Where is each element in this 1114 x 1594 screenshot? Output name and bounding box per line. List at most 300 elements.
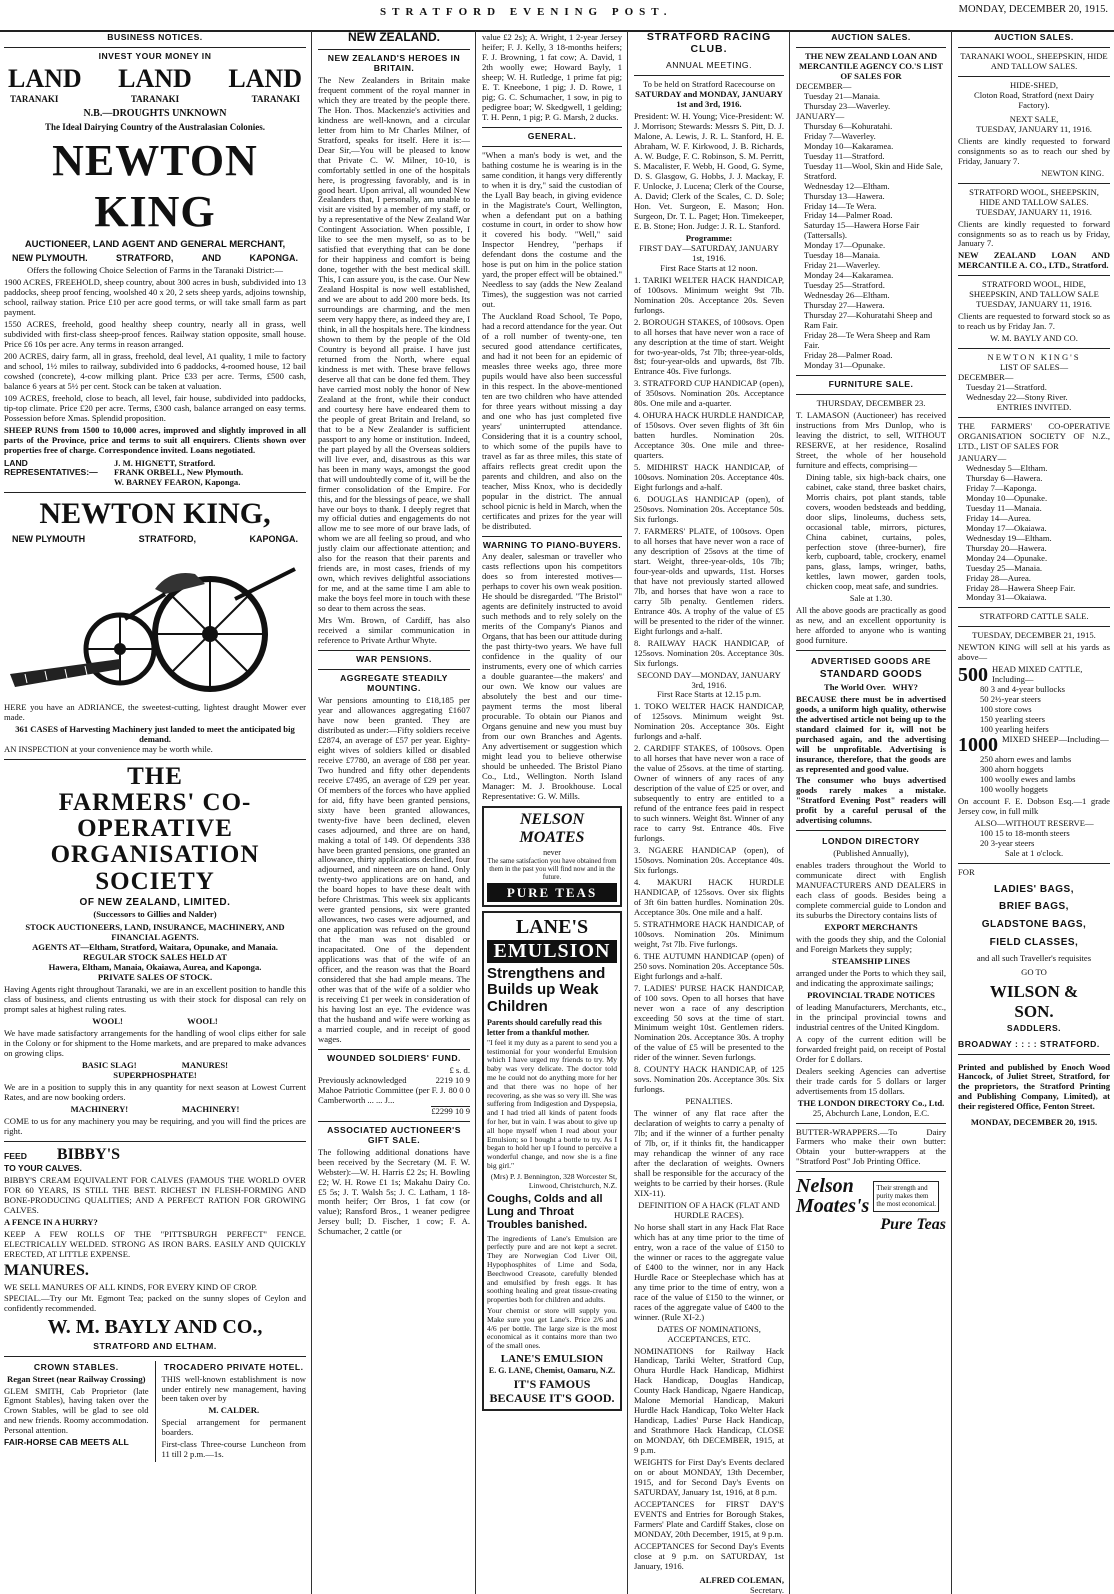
all-goods: All the above goods are practically as good as new, and an excellent opportunity is here afforded to anyone who is wanting good furniture. [796,605,946,646]
farmers-list-heading: THE FARMERS' CO-OPERATIVE ORGANISATION SOCIETY OF N.Z., LTD., LIST OF SALES FOR [958,421,1110,451]
fence-heading: A FENCE IN A HURRY? [4,1217,98,1228]
warning-text: Any dealer, salesman or traveller who casts reflections upon his competitors does so from interested motives—perhaps to cover his own weak position. He should be disregarded. "The Bristol" agents are definitely instructed to avoid such methods and to rely solely on the merits of the Company's Pianos and Organs, that has been our attitude during the past thirty-two years. We have full confidence in the quality of our instruments, every one of which carries a double guarantee—the makers' and our own. We know our values are absolutely the best and our time-payment terms the most liberal procurable. To obtain our Pianos and Organs genuine and new you must buy from our own Branches and Agents. Any advertisement or suggestion which might lead you to believe otherwise should be unheeded. The Bristol Piano Co., Ltd., Wellington. North Island Manager: M. J. Brookhouse. Local Representative: G. W. Mills. [482,551,622,801]
abchurch: 25, Abchurch Lane, London, E.C. [812,1107,930,1118]
fund-value: 2219 10 9 [435,1074,470,1085]
nz-loan-2: NEW ZEALAND LOAN AND MERCANTILE A. CO., LTD., Stratford. [958,250,1110,271]
definition-text: No horse shall start in any Hack Flat Race which has at any time prior to the time of entry, won a race of the value of £150 to the winner or races to the aggregate value of £400 to the winner, nor in any Hack Hurdle Race or Steeplechase which has at any time prior to the time of entry, won a race of the value of £150 to the winner, or races of the aggregate value of £400 to the winner. (Rule XI-2.) [634,1221,784,1322]
nelson-moates-ad [482,806,622,908]
divider [958,275,1110,276]
section-header: AUCTION SALES. [831,32,911,42]
saddlers: SADDLERS. [1006,1022,1062,1033]
having-agents: Having Agents right throughout Taranaki, we are in an excellent position to handle this class of business, and clients entrusting us with their stock for disposal can rely on prompt sales at highest ruling rates. [4,984,306,1015]
next-sale: NEXT SALE, [1009,113,1059,124]
rep: J. M. HIGNETT, Stratford. [114,457,216,468]
column-rule [311,31,312,1594]
sale-date: Friday 14—Te Wera. [804,200,877,211]
warning-heading: WARNING TO PIANO-BUYERS. [482,539,622,550]
divider [958,626,1110,627]
go-to: GO TO [1021,967,1047,978]
newspaper-title: STRATFORD EVENING POST. [380,6,673,18]
mixed-sheep: MIXED SHEEP—Including— [1002,734,1109,745]
divider [318,650,470,651]
farmers-jan-list [958,464,1110,604]
cattle-row [958,665,1110,685]
dates-heading: DATES OF NOMINATIONS, ACCEPTANCES, ETC. [657,1323,761,1344]
divider [318,1049,470,1050]
and-all: and all such Traveller's requisites [976,953,1092,964]
race: 1. TARIKI WELTER HACK HANDICAP, of 100sovs. Minimum weight 9st 7lb. Nomination 20s. Acceptance 20s. Seven furlongs. [634,274,784,315]
divider [482,536,622,537]
second-day: SECOND DAY—MONDAY, JANUARY 3rd, 1916. [637,669,781,690]
sheep-count: 1000 [958,734,998,757]
chemist: Your chemist or store will supply you. Make sure you get Lane's. Price 2/6 and 4/6 per bottle. The large size is the most economical as it contains more than two of the small ones. [487,1306,617,1351]
account-line: On account F. E. Dobson Esq.—1 grade Jersey cow, in full milk [958,796,1110,816]
sale-date: Friday 28—Hawera Sheep Fair. [966,582,1076,593]
reps-label: LAND REPRESENTATIVES:— [4,457,98,478]
bottom-ads [4,1361,306,1463]
sale-date: Wednesday 22—Stony River. [966,392,1068,403]
bayly-title: W. M. BAYLY AND CO., [47,1316,263,1339]
nz-loan-heading: THE NEW ZEALAND LOAN AND MERCANTILE AGENCY CO.'S LIST OF SALES FOR [799,50,943,81]
places-line [4,253,306,263]
cases-text: 361 CASES of Harvesting Machinery just landed to meet the anticipated big demand. [15,723,295,744]
race: 5. MIDHIRST HACK HANDICAP, of 100sovs. Nomination 20s. Acceptance 40s. Eight furlongs and a-half. [634,462,784,493]
divider [318,49,470,50]
also-line: ALSO—WITHOUT RESERVE— [974,817,1094,828]
london-heading: LONDON DIRECTORY [822,836,920,847]
race: 8. COUNTY HACK HANDICAP, of 125 sovs. Nomination 20s. Acceptance 30s. Six furlongs. [634,1064,784,1095]
imprint: Printed and published by Enoch Wood Hancock, of Juliet Street, Stratford, for the proprietors, the Stratford Printing and Publishing Company, Limited), at their registered Office, Fenton Street. [958,1061,1110,1112]
race: 7. LADIES' PURSE HACK HANDICAP, of 100 sovs. Open to all horses that have never won a race of any description exceeding 50 sovs at the time of start. Minimum weight 10st. Gentlemen riders. Nomination 20s. Acceptance 30s. A trophy of the value of £5 will be presented to the rider of the winner. Seven furlongs. [634,982,784,1063]
sale-date: Thursday 6—Kohuratahi. [804,120,893,131]
divider [482,146,622,147]
nk-sell: NEWTON KING will sell at his yards as above— [958,642,1110,663]
cattle-item: 150 yearling steers [980,714,1045,725]
taranaki-word: TARANAKI [251,94,300,105]
sale-date: Monday 31—Okaiawa. [966,592,1047,603]
ingredients: The ingredients of Lane's Emulsion are perfectly pure and are not kept a secret. They are Norwegian Cod Liver Oil, Hypophosphites of Lime and Soda, Beechwood Creasote, carefully blended and emulsified by fresh eggs. It has soothing healing and great tissue-creating properties both for children and adults. [487,1233,617,1305]
sale-date: Saturday 15—Hawera Horse Fair (Tattersalls). [804,220,920,241]
sale-date: Tuesday 21—Stratford. [966,382,1047,393]
fair-horse: FAIR-HORSE CAB MEETS ALL [4,1437,129,1448]
moates-logo-line: Moates's [796,1195,870,1218]
divider [958,183,1110,184]
sale-date: Friday 28—Te Wera Sheep and Ram Fair. [804,330,931,351]
column-rule [475,31,476,1594]
programme: Programme: [685,232,733,243]
farm-listing: 109 ACRES, freehold, close to beach, all level, fair house, subdivided into paddocks, tip-top climate. Price £20 per acre. Terms, £300 cash, balance arranged on easy terms. Possession before Xmas. Splendid proposition. [4,392,306,423]
son-title: SON. [1014,1001,1054,1021]
pure-teas-banner: PURE TEAS [487,883,617,902]
sale-date: Monday 24—Opunake. [966,552,1048,563]
land-word: LAND [118,63,192,93]
divider [4,47,306,48]
masthead [0,0,1114,32]
column-rule [951,31,952,1594]
position-text: We are in a position to supply this in any quantity for next season at Lowest Current Rates, and are now booking orders. [4,1081,306,1102]
dates-text: NOMINATIONS for Railway Hack Handicap, Tariki Welter, Stratford Cup, Ohura Hurdle Hack Handicap, Midhirst Hack Handicap, Douglas Handicap, County Hack Handicap, Ngaere Handicap, Malone Memorial Handicap, Makuri Hurdle Hack Handicap, Toko Welter Hack Handicap, Ladies' Purse Hack Handicap, and Strathmore Hack Handicap, CLOSE on MONDAY, 6th DECEMBER, 1915, at 9 p.m. [634,1345,784,1456]
pure-teas-2: Pure Teas [880,1216,946,1234]
trocadero-heading: TROCADERO PRIVATE HOTEL. [163,1361,304,1372]
racing-title: STRATFORD RACING CLUB. [646,31,772,56]
place: KAPONGA. [249,252,298,263]
auckland-text: The Auckland Road School, Te Popo, had a record attendance for the year. Out of a roll number of twenty-one, ten secured good attendance certificates, and had it not been for an epidemic of measles three weeks ago, three more pupils would have also been successful in this respect. In the above-mentioned ten are two children who have attended for three years without missing a day and one who has just completed five years' uninterrupted attendance. Considering that it is a country school, to which some of the pupils have to travel as far as three miles, this state of affairs reflects great credit upon the parents and children, and also on the teacher, Miss Knox, who is decidedly popular in the district. The annual school picnic is held in March, when the certificates and prizes for the year will be distributed. [482,311,622,531]
also-items [958,829,1110,849]
race: 6. DOUGLAS HANDICAP (open), of 250sovs. Nomination 20s. Acceptance 50s. Six furlongs. [634,494,784,524]
dec-label: DECEMBER— [958,372,1014,383]
sale-date: Wednesday 5—Eltham. [966,462,1048,473]
aggregate-heading: AGGREGATE STEADILY MOUNTING. [340,673,448,693]
sale-date: Friday 7—Waverley. [804,130,876,141]
divider [482,127,622,128]
trocadero-ad [161,1361,306,1463]
newton-sig: NEWTON KING. [1041,167,1104,178]
fund-row [318,1106,470,1117]
land-row [4,64,306,94]
fund-value: 80 0 0 [448,1084,470,1095]
cattle-item: 80 3 and 4-year bullocks [980,684,1065,695]
heroes-heading: NEW ZEALAND'S HEROES IN BRITAIN. [327,52,461,73]
land-word: LAND [8,63,82,93]
manures-heading: MANURES. [4,1261,89,1279]
also-item: 100 15 to 18-month steers [980,827,1070,838]
their-strength: Their strength and purity makes them the most economical. [873,1181,939,1211]
advertised-heading: ADVERTISED GOODS ARE [811,656,931,667]
december-list [796,92,946,112]
taranaki-word: TARANAKI [130,94,180,105]
nk-list: NEWTON KING'S [987,352,1081,363]
successors: (Successors to Gillies and Nalder) [93,909,217,920]
droughts-notice: N.B.—DROUGHTS UNKNOWN [83,107,227,119]
sale-date: Tuesday 25—Stratford. [804,280,885,291]
entries-invited: ENTRIES INVITED. [996,402,1072,413]
sale-time: Sale at 1.30. [849,593,893,604]
inspection-text: AN INSPECTION at your convenience may be worth while. [4,743,213,754]
bayly-sig: W. M. BAYLY AND CO. [990,333,1078,344]
nk-december-list [958,383,1110,403]
sale-date: Monday 17—Okaiawa. [966,522,1047,533]
place: AND [201,252,222,263]
bibby-text: BIBBY'S CREAM EQUIVALENT FOR CALVES (FAMOUS THE WORLD OVER FOR 60 YEARS, IS STILL THE BEST. RICHEST IN FLESH-FORMING AND BONE-PRODUCING QUALITIES; AND A PERFECT RATION FOR GROWING CALVES. [4,1175,306,1216]
cattle-sale: STRATFORD CATTLE SALE. [979,611,1089,622]
divider [958,417,1110,418]
offers-line: Offers the following Choice Selection of Farms in the Taranaki District:— [27,265,283,276]
calder: M. CALDER. [208,1405,260,1416]
first-day: FIRST DAY—SATURDAY, JANUARY 1st, 1916. [639,242,779,263]
wounded-heading: WOUNDED SOLDIERS' FUND. [327,1052,461,1063]
come-to-us: COME to us for any machinery you may be requiring, and you will find the prices are right. [4,1115,306,1136]
land-word: LAND [228,63,302,93]
cloton-road: Cloton Road, Stratford (next Dairy Factory). [973,89,1095,110]
also-item: 20 3-year steers [980,837,1035,848]
farmers-title-2: FARMERS' CO-OPERATIVE [58,788,252,842]
testimonial: "I feel it my duty as a parent to send you a testimonial for your wonderful Emulsion which I have urged my friends to try. My baby was very delicate. The doctor told me he could not do anything more for her and that there was no hope of her recovering, as she was so very ill. She was suffering from Indigestion and Dyspepsia, and I had tried all kinds of patent foods for her, but in vain. I was about to give up all hope myself when I read about your Emulsion; so I bought a bottle to try. As I began to hold her up I found to perceive a wonderful change, and now she is a fine big girl." [487,1037,617,1171]
sheep-item: 250 ahorn ewes and lambs [980,754,1072,765]
parents-line: Parents should carefully read this letter from a thankful mother. [487,1018,602,1037]
special-text: SPECIAL.—Try our Mt. Egmont Tea; packed on the sunny slopes of Ceylon and confidently recommended. [4,1293,306,1314]
divider [4,1356,306,1357]
divider [318,1121,470,1122]
export-text: with the goods they ship, and the Colonial and Foreign Markets they supply; [796,934,946,954]
export-heading: EXPORT MERCHANTS [824,922,918,933]
ge-lane: E. G. LANE, Chemist, Oamaru, N.Z. [488,1365,616,1375]
tuesday-dec: TUESDAY, DECEMBER 21, 1915. [972,630,1096,641]
bag-line: FIELD CLASSES, [989,936,1079,948]
acceptances-2: ACCEPTANCES for Second Day's Events close at 9 p.m. on SATURDAY, 1st January, 1916. [634,1540,784,1571]
steamship-heading: STEAMSHIP LINES [831,955,911,966]
stratford-wool: STRATFORD WOOL, SHEEPSKIN, HIDE AND TALLOW SALES. [969,186,1099,207]
fund-label: Previously acknowledged [318,1074,407,1085]
general-text: "When a man's body is wet, and the bathing costume he is wearing is in the same condition, it hangs very differently to when it is dry," said the custodian of the Lyall Bay beach, in giving evidence in the Magistrate's Court, Wellington, when a defendant put on a bathing costume in court, in order to show how it covered his body. "Well," said Inspector Hendrey, "perhaps if defendant dons the costume and the hose is put on him in the police station yard, the proper effect will be obtained." Needless to say (adds the New Zealand Times), the suggestion was not carried out. [482,149,622,310]
sale-time-2: Sale at 1 o'clock. [1004,847,1064,858]
pensions-text: War pensions amounting to £18,185 per year and allowances aggregating £1607 have now been granted. They are distributed as under:—Fifty soldiers receive £2874, an average of £57 per year. Eighty-eight wives of soldiers killed or disabled receive £7780, an average of £88 per year. Two hundred and fifty other dependents receive £7495, an average of £29 per year. Of members of the forces who have applied for aid, fifty have been granted pensions, sixty have been granted allowances, twenty-five have been declined, eleven cases adjourned, and three are on hand, making a total of 149. Of dependents 338 have been granted pensions, one granted an allowance, thirty applications declined, four adjourned, and nineteen are on hand. Only twenty-two applications are on hand, and the board hopes to have these dealt with before Christmas. This week six applicants were granted pensions, six were granted allowances, two cases were adjourned, and one application was refused on the ground that the man was not disabled or incapacitated. One of the dependent applications was that of the wife of an officer, and the reason was that the Board considered that she had ample means. The other was that of the wife of a soldier who is receiving £1 per week in consideration of his having lost an eye. The evidence was that the husband and wife were working as a married couple, and in receipt of good wages. [318,694,470,1044]
column-general [478,31,626,1594]
divider [958,47,1110,48]
world-over: The World Over. WHY? [824,681,918,692]
divider [796,650,946,651]
column-business-notices [0,31,310,1594]
sheep-item: 300 ahorn hoggets [980,764,1044,775]
jan-label: JANUARY— [958,452,1007,463]
sale-date: Friday 28—Palmer Road. [804,350,893,361]
assoc-text: The following additional donations have been received by the Secretary (M. F. W. Webster):—W. H. Harris £2 2s; H. Bowling £2; W. H. Rowe £1 1s; Makahu Dairy Co. £5 5s; J. T. Walsh 5s; J. C. Latham, 1 18-month heifer; Orr Bros, 1 fat cow (or value); Ransford Bros., 1 weaner pedigree Jersey bull; D. Fischer, 1 cow; F. A. Schumacher, 2 cattle (or [318,1146,470,1237]
sale-date: Monday 10—Kakaramea. [804,140,894,151]
cattle-item: 100 yearling heifers [980,724,1049,735]
butter-wrappers: BUTTER-WRAPPERS.—To Dairy Farmers who make their own butter: Obtain your butter-wrappers at the "Stratford Post" Job Printing Office. [796,1126,946,1167]
mower-illustration [5,549,305,699]
sale-date: Tuesday 11—Wool, Skin and Hide Sale, Stratford. [804,160,943,181]
reps-list [114,459,243,489]
furniture-heading: FURNITURE SALE. [828,378,914,389]
column-racing-club [630,31,788,1594]
basic-slag-heading: BASIC SLAG! MANURES! [81,1059,229,1070]
cattle-item: 50 2½-year steers [980,694,1041,705]
fund-head: £ s. d. [449,1064,470,1075]
secretary-name: ALFRED COLEMAN, [699,1574,784,1585]
penalties-heading: PENALTIES. [685,1096,733,1107]
enables-text: enables traders throughout the World to communicate direct with English MANUFACTURERS AND DEALERS in each class of goods. Besides being a complete commercial guide to London and its suburbs the Directory contains lists of [796,860,946,921]
stock-agents: STOCK AUCTIONEERS, LAND, INSURANCE, MACHINERY, AND FINANCIAL AGENTS. [25,922,285,943]
place: NEW PLYMOUTH [12,534,86,545]
sale-date: Tuesday 11—Manaia. [966,502,1042,513]
bag-line: LADIES' BAGS, [994,883,1074,895]
clients-3: Clients are requested to forward stock so as to reach us by Friday Jan. 7. [958,311,1110,332]
section-header: BUSINESS NOTICES. [107,32,203,42]
sheep-items [958,755,1110,795]
cattle-count: 500 [958,664,988,687]
sale-date: Monday 10—Opunake. [966,492,1048,503]
published-line: (Published Annually), [833,848,909,859]
heroes-text: The New Zealanders in Britain make frequent comment of the royal manner in which they are treated by the people there. The Hon. Thos. Mackenzie's activities and kindness are well-known, and a circular letter from him to Mr Charles Milner, of Stratford, speaks for itself. Here it is:—Dear Sir,—You will be pleased to know that Private C. W. Milner, 10-10, is comfortably settled in one of the hospitals here, is progressing favorably, and is in good heart. Upon arrival, all wounded New Zealanders that, I personally, am unable to visit are visited by a member of my staff, or by a representative of the New Zealand War Contingent Association. When possible, I like to see the men myself, so as to be satisfied that everything that can be done for their happiness and comfort is being done, together with the best medical skill. This, I can assure you, is the case. Our New Zealand Hospital is now well established, and we are about to add 200 more beds. Its surroundings are charming, and the men seem very happy there, as indeed they are, I think, in all the hospitals here. The kindness shown to them by the people of the Old Country is beyond all praise. I have just returned from the North, where equal kindness is met with. These brave fellows deserve all that can be done fed them. They have carried most nobly the honor of New Zealand at the front, while their conduct and courtesy here have endeared them to the people of great Britain and Ireland, so that to be a New Zealander is sufficient passport to any home or institution. Indeed, the part played by all the Overseas soldiers will live ever, and, disastrous as this war has been in many ways, amongst the good that will undoubtedly come of it, will be the firmer consolidation of the Empire. For this, and for the blessings of peace, we shall have our boys to thank. I deeply regret that my official duties and engagements do not allow me to see more of our brave lads, of whom we are all feeling so proud, and who justly claim our affectionate attention; and also for the reason that their parents and friends are, in most cases, friends of my own, which revives delightful associations for me, and at the same time I am able to make the boys feel more in touch with these so dear to them across the seas. [318,74,470,614]
tuesday-1: TUESDAY, JANUARY 11, 1916. [976,123,1092,134]
wool-text: We have made satisfactory arrangements for the handling of wool clips either for sale in the Colony or for shipment to the Home markets, and are prepared to make advances on growing clips. [4,1028,306,1058]
wool-heading: WOOL! WOOL! [92,1016,218,1027]
taranaki-row [4,94,306,104]
of-nz: OF NEW ZEALAND, LIMITED. [79,896,231,908]
column-new-zealand [314,31,474,1594]
farmers-title-3: ORGANISATION SOCIETY [50,841,260,895]
sheep-runs: SHEEP RUNS from 1500 to 10,000 acres, improved and slightly improved in all parts of the Province, price and terms to suit all enquirers. Clients shown over properties free of charge. Correspondence invited. Loans negotiated. [4,424,306,455]
sheep-item: 100 woolly hoggets [980,784,1048,795]
issue-date: MONDAY, DECEMBER 20, 1915. [958,4,1108,15]
cattle-item: 100 store cows [980,704,1032,715]
cattle-items [958,685,1110,735]
bibby-header [4,1146,306,1165]
place: STRATFORD, [116,252,174,263]
list-sales: LIST OF SALES— [999,362,1069,373]
dealers-text: Dealers seeking Agencies can advertise their trade cards for 5 dollars or larger advertisements from 15 dollars. [796,1065,946,1096]
crown-location: Regan Street (near Railway Crossing) [7,1373,146,1384]
fence-text: KEEP A FEW ROLLS OF THE "PITTSBURGH PERFECT" FENCE. ELECTRICALLY WELDED. STRONG AS IRON BARS. EASILY AND QUICKLY ERECTED, AT LITTLE EXPENSE. [4,1229,306,1259]
january-label: JANUARY— [796,110,845,121]
sale-date: Tuesday 11—Stratford. [804,150,885,161]
column-rule [627,31,628,1594]
divider [958,607,1110,608]
strengthens: Strengthens and Builds up Weak Children [487,964,606,1015]
manures-text: WE SELL MANURES OF ALL KINDS, FOR EVERY KIND OF CROP. [4,1281,258,1292]
divider [958,348,1110,349]
places-line-2 [4,534,306,544]
moates-ad-2 [796,1176,946,1216]
representatives [4,459,306,489]
crown-text: GLEM SMITH, Cab Proprietor (late Egmont Stables), having taken over the Crown Stables, will be glad to see old and new friends. Roomy accommodation. Personal attention. [4,1385,149,1436]
furniture-date: THURSDAY, DECEMBER 23. [816,397,926,408]
taranaki-word: TARANAKI [10,94,59,105]
troc-text: THIS well-known establishment is now under entirely new management, having been taken over by [161,1373,306,1404]
calves-line: TO YOUR CALVES. [4,1163,82,1174]
bag-line: BRIEF BAGS, [999,901,1069,913]
provincial-heading: PROVINCIAL TRADE NOTICES [807,989,935,1000]
sheep-item: 100 woolly ewes and lambs [980,774,1076,785]
first-race-2: First Race Starts at 12.15 p.m. [656,689,762,700]
furniture-items: Dining table, six high-back chairs, one cabinet, cake stand, three basket chairs, Morris chairs, pot plant stands, table covers, wooden bedsteads and bedding, door slips, linoleums, duchess sets, occasional table, mirrors, pictures, China cabinet, curtains, poles, perfection stove (three-burner), fire kerb, cupboard, table, crockery, enamel pans, glass, lamps, wringer, baths, kettles, lawn mower, garden tools, chicken coop, meat safe, and sundries. [806,471,946,592]
sale-date: Monday 24—Kakaramea. [804,270,894,281]
assoc-heading: ASSOCIATED AUCTIONEER'S GIFT SALE. [327,1124,461,1145]
race: 2. BOROUGH STAKES, of 100sovs. Open to all horses that have never won a race of any description at the time of start. Weight for two-year-olds, 7st 7lb; three-year-olds, 8st; four-year-olds and upwards, 8st 7lb. Entrance 40s. Five furlongs. [634,316,784,377]
taranaki-wool: TARANAKI WOOL, SHEEPSKIN, HIDE AND TALLOW SALES. [960,50,1108,71]
december-label: DECEMBER— [796,80,852,91]
consumer-text: The consumer who buys advertised goods rarely makes a mistake. "Stratford Evening Post" readers will profit by a careful perusal of the advertising columns. [796,775,946,826]
divider-vertical [155,1361,156,1463]
general-heading: GENERAL. [527,130,577,141]
divider [4,1141,306,1142]
sale-date: Tuesday 21—Manaia. [804,90,881,101]
lamason-text: T. LAMASON (Auctioneer) has received instructions from Mrs Dunlop, who is leaving the district, to sell, WITHOUT RESERVE, at her residence, Rosalind Street, the whole of her household furniture and effects, comprising— [796,409,946,470]
sale-date: Wednesday 26—Eltham. [804,290,890,301]
january-list [796,122,946,371]
regular-sales: REGULAR STOCK SALES HELD AT [83,952,227,963]
newton-king-title: NEWTON KING [52,135,258,236]
provincial-text: of leading Manufacturers, Merchants, etc., in the principal provincial towns and industrial centres of the United Kingdom. [796,1001,946,1032]
london-co: THE LONDON DIRECTORY Co., Ltd. [797,1097,945,1108]
sale-date: Thursday 6—Hawera. [966,472,1043,483]
sale-date: Thursday 27—Hawera. [804,300,885,311]
divider [634,75,784,76]
sale-places: Hawera, Eltham, Manaia, Okaiawa, Aurea, and Kaponga. [48,962,262,973]
divider [958,863,1110,864]
standard-heading: STANDARD GOODS [819,669,923,681]
farm-listing: 1900 ACRES, FREEHOLD, sheep country, about 300 acres in bush, subdivided into 13 paddocks, sheep proof fencing, woolshed 40 x 20, 2 sets sheep yards, adjoins township, school, railway station. Price £10 per acre good terms, or will take small farm as part payment. [4,277,306,317]
sale-date: Friday 14—Palmer Road. [804,210,893,221]
divider [958,76,1110,77]
steamship-text: arranged under the Ports to which they sail, and indicating the approximate sailings; [796,967,946,988]
sale-date: Thursday 23—Waverley. [804,100,891,111]
feed-word: FEED [4,1150,27,1161]
acceptances-1: ACCEPTANCES for FIRST DAY'S EVENTS and Entries for Borough Stakes, Farmers' Plate and Cardiff Stakes, close on MONDAY, 20th December, 1915, at 9 p.m. [634,1499,784,1539]
divider [4,759,306,760]
luncheon: First-class Three-course Luncheon from 11 till 2 p.m.—1s. [161,1439,306,1460]
donations-continued: value £2 2s); A. Wright, 1 2-year Jersey heifer; F. J. Kelly, 3 18-months heifers; F. J. Browning, 1 fat cow; A. David, 1 2th woolly ewe; Howard Bayly, 1 sheep; W. H. Rutledge, 1 prime fat pig; E. T. Kneebone, 1 pig; J. D. Rowe, 1 pig; G. C. Schumacher, 1 sow, in pig to pedigree boar; W. Skedgwell, 1 gelding; T. H. Penn, 1 pig; P. G. Marsh, 2 ducks. [482,32,622,122]
newton-king-title-2: NEWTON KING, [39,497,271,531]
race: 3. NGAERE HANDICAP (open), of 150sovs. Nomination 20s. Acceptance 40s. Six furlongs. [634,845,784,875]
sale-date: Friday 21—Waverley. [804,260,881,271]
agents-at: AGENTS AT—Eltham, Stratford, Waitara, Opunake, and Manaia. [32,942,278,953]
race: 8. RAILWAY HACK HANDICAP, of 125sovs. Nomination 20s. Acceptance 30s. Six furlongs. [634,637,784,668]
rep: FRANK ORBELL, New Plymouth. [114,467,244,478]
section-header: AUCTION SALES. [994,32,1074,42]
imprint-date: MONDAY, DECEMBER 20, 1915. [970,1117,1098,1128]
broadway: BROADWAY : : : : STRATFORD. [958,1038,1100,1049]
sale-date: Friday 28—Aurea. [966,572,1031,583]
divider [318,669,470,670]
divider [796,47,946,48]
sale-date: Tuesday 18—Manaia. [804,250,881,261]
race-days: SATURDAY and MONDAY, JANUARY 1st and 3rd, 1916. [635,89,783,110]
tuesday-2: TUESDAY, JANUARY 11, 1916. [976,206,1092,217]
for-word: FOR [958,866,975,877]
moates-logo [796,1176,869,1216]
machinery-heading: MACHINERY! MACHINERY! [70,1103,240,1114]
first-race: First Race Starts at 12 noon. [660,262,758,273]
crown-stables-ad [4,1361,149,1463]
secretary-title: Secretary. [749,1584,784,1594]
invest-heading: INVEST YOUR MONEY IN [98,50,212,61]
sale-date: Monday 31—Opunake. [804,360,886,370]
officers: President: W. H. Young; Vice-President: W. J. Morrison; Stewards: Messrs S. Pitt, D. J. Malone, A. Lewis, J. R. L. Stanford, H. E. Abraham, W. F. Kirkwood, J. B. Richards, A. W. Budge, F. C. Robinson, S. M. Perritt, S. Macalister, F. Webb, H. Good, G. Syme, D. S. Glasgow, G. Hobbs, J. J. Mackay, F. F. Unlocke, J. Lucena; Clerk of the Course, A. David; Clerk of the Scales, C. D. Sole; Hon. Vet. Surgeon, E. Mason; Hon. Surgeon, Dr. T. L. Paget; Hon. Timekeeper, E. B. Stone; Hon. Judge: J. R. L. Stanford. [634,111,784,231]
race: 3. STRATFORD CUP HANDICAP (open), of 350sovs. Nomination 20s. Acceptance 80s. One mile and a-quarter. [634,378,784,409]
auctioneer-line: AUCTIONEER, LAND AGENT AND GENERAL MERCHANT, [24,238,286,250]
rep: W. BARNEY FEARON, Kaponga. [114,477,241,488]
penalties-text: The winner of any flat race after the declaration of weights to carry a penalty of 7lb; and if the winner of a further penalty of 7lb, or, if it thinks fit, the handicapper may rehandicap the winner of any race after the declaration of weights. Owners shall be responsible for the accuracy of the weights to be carried by their horses. (Rule XIX-11). [634,1108,784,1198]
divider [796,830,946,831]
place: KAPONGA. [249,534,298,545]
divider [4,492,306,493]
war-pensions-heading: WAR PENSIONS. [356,654,432,665]
column-rule [789,31,790,1594]
private-sales: PRIVATE SALES OF STOCK. [97,972,213,983]
sale-date: Thursday 13—Hawera. [804,190,885,201]
divider [796,375,946,376]
divider [796,1123,946,1124]
weights-text: WEIGHTS for First Day's Events declared on or about MONDAY, 13th December, 1915, and for Second Day's Events on SATURDAY, January 1st, 1916, at 8 p.m. [634,1457,784,1498]
place: NEW PLYMOUTH. [12,252,88,263]
held-line: To be held on Stratford Racecourse on [642,79,776,90]
sale-date: Thursday 20—Hawera. [966,542,1047,553]
special-arr: Special arrangement for permanent boarders. [161,1417,306,1438]
lanes-emulsion-ad [482,911,622,1410]
hide-shed: HIDE-SHED, [1010,79,1058,90]
clients-1: Clients are kindly requested to forward consignments so as to reach our shed by Friday, January 7. [958,135,1110,166]
lanes-emulsion-name: LANE'S EMULSION [500,1353,604,1366]
race: 4. OHURA HACK HURDLE HANDICAP, of 150sovs. Over seven flights of 3ft 6in batten hurdles. Nomination 20s. Acceptance 30s. One mile and three-quarters. [634,410,784,461]
farmers-title-1: THE [127,762,183,790]
superphosphate-heading: SUPERPHOSPHATE! [113,1069,197,1080]
sale-date: Thursday 27—Kohuratahi Sheep and Ram Fair. [804,310,933,331]
farm-listing: 200 ACRES, dairy farm, all in grass, freehold, deal level, A1 quality, 1 mile to factory and school, 1½ miles to railway, subdivided into 6 paddocks, 4-roomed house, 12 bail cowshed (concrete), 4-cow milking plant. Price £33 per acre. Terms, £500 cash, balance 6 years at 5½ per cent. Stock can be taken at valuation. [4,350,306,391]
sale-date: Monday 17—Opunake. [804,240,886,251]
whyte-text: Mrs Wm. Brown, of Cardiff, has also received a similar communication in reference to Private Arthur Whyte. [318,615,470,646]
copy-text: A copy of the current edition will be forwarded freight paid, on receipt of Postal Order for £ dollars. [796,1033,946,1064]
